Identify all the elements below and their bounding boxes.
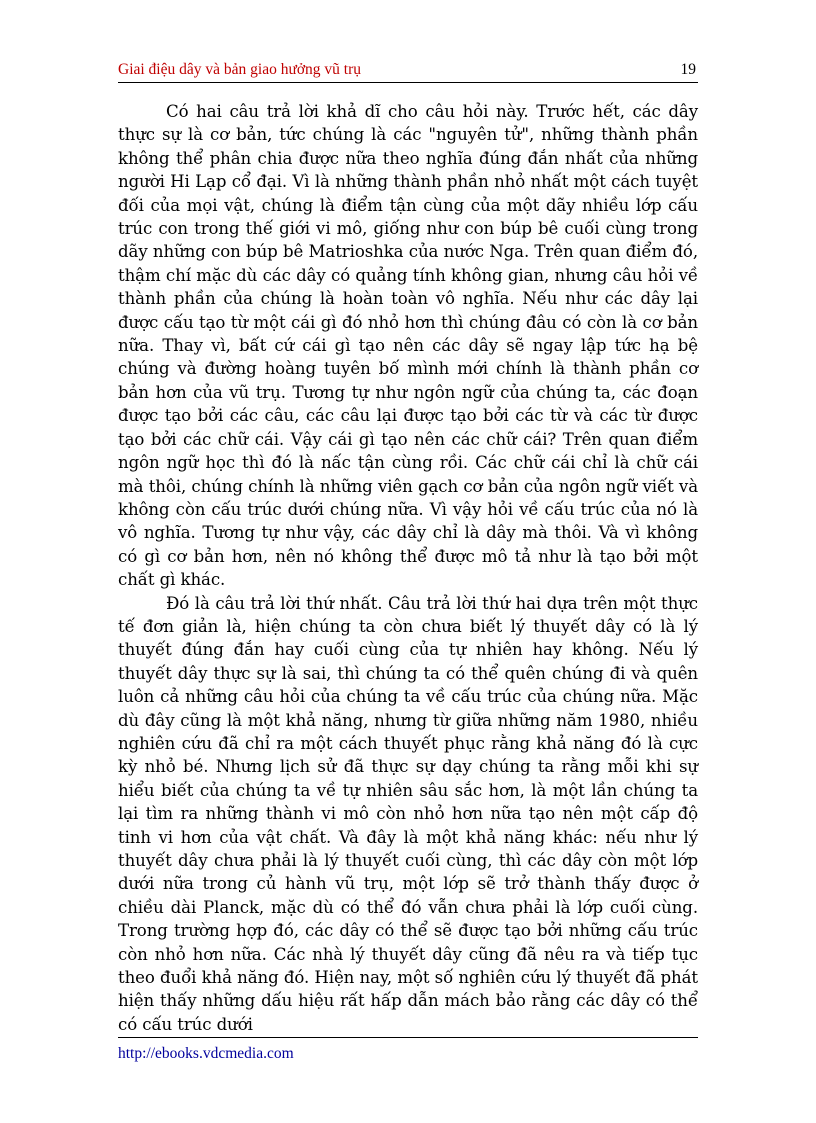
paragraph: Đó là câu trả lời thứ nhất. Câu trả lời thứ hai dựa trên một thực tế đơn giản là, hiện chúng ta còn chưa biết lý thuyết dây có là lý thuyết đúng đắn hay cuối cùng của tự nhiên hay không. Nếu lý thuyết dây thực sự là sai, thì chúng ta có thể quên chúng đi và quên luôn cả những câu hỏi của chúng ta về cấu trúc của chúng nữa. Mặc dù đây cũng là một khả năng, nhưng từ giữa những năm 1980, nhiều nghiên cứu đã chỉ ra một cách thuyết phục rằng khả năng đó là cực kỳ nhỏ bé. Nhưng lịch sử đã thực sự dạy chúng ta rằng mỗi khi sự hiểu biết của chúng ta về tự nhiên sâu sắc hơn, là một lần chúng ta lại tìm ra những thành vi mô còn nhỏ hơn nữa tạo nên một cấp độ tinh vi hơn của vật chất. Và đây là một khả năng khác: nếu như lý thuyết dây chưa phải là lý thuyết cuối cùng, thì các dây còn một lớp dưới nữa trong củ hành vũ trụ, một lớp sẽ trở thành thấy được ở chiều dài Planck, mặc dù có thể đó vẫn chưa phải là lớp cuối cùng. Trong trường hợp đó, các dây có thể sẽ được tạo bởi những cấu trúc còn nhỏ hơn nữa. Các nhà lý thuyết dây cũng đã nêu ra và tiếp tục theo đuổi khả năng đó. Hiện nay, một số nghiên cứu lý thuyết đã phát hiện thấy những dấu hiệu rất hấp dẫn mách bảo rằng các dây có thể có cấu trúc dưới [118,593,698,1034]
page-number: 19 [680,61,696,78]
footer-url[interactable]: http://ebooks.vdcmedia.com [118,1045,294,1062]
page-footer [118,1037,698,1063]
body-text [118,100,698,1036]
book-title: Giai điệu dây và bản giao hưởng vũ trụ [118,61,362,78]
paragraph: Có hai câu trả lời khả dĩ cho câu hỏi này. Trước hết, các dây thực sự là cơ bản, tức chúng là các "nguyên tử", những thành phần không thể phân chia được nữa theo nghĩa đúng đắn nhất của những người Hi Lạp cổ đại. Vì là những thành phần nhỏ nhất một cách tuyệt đối của mọi vật, chúng là điểm tận cùng của một dãy nhiều lớp cấu trúc con trong thế giới vi mô, giống như con búp bê cuối cùng trong dãy những con búp bê Matrioshka của nước Nga. Trên quan điểm đó, thậm chí mặc dù các dây có quảng tính không gian, nhưng câu hỏi về thành phần của chúng là hoàn toàn vô nghĩa. Nếu như các dây lại được cấu tạo từ một cái gì đó nhỏ hơn thì chúng đâu có còn là cơ bản nữa. Thay vì, bất cứ cái gì tạo nên các dây sẽ ngay lập tức hạ bệ chúng và đường hoàng tuyên bố mình mới chính là thành phần cơ bản hơn của vũ trụ. Tương tự như ngôn ngữ của chúng ta, các đoạn được tạo bởi các câu, các câu lại được tạo bởi các từ và các từ được tạo bởi các chữ cái. Vậy cái gì tạo nên các chữ cái? Trên quan điểm ngôn ngữ học thì đó là nấc tận cùng rồi. Các chữ cái chỉ là chữ cái mà thôi, chúng chính là những viên gạch cơ bản của ngôn ngữ viết và không còn cấu trúc dưới chúng nữa. Vì vậy hỏi về cấu trúc của nó là vô nghĩa. Tương tự như vậy, các dây chỉ là dây mà thôi. Và vì không có gì cơ bản hơn, nên nó không thể được mô tả như là tạo bởi một chất gì khác. [118,102,698,590]
page-header [118,60,698,83]
